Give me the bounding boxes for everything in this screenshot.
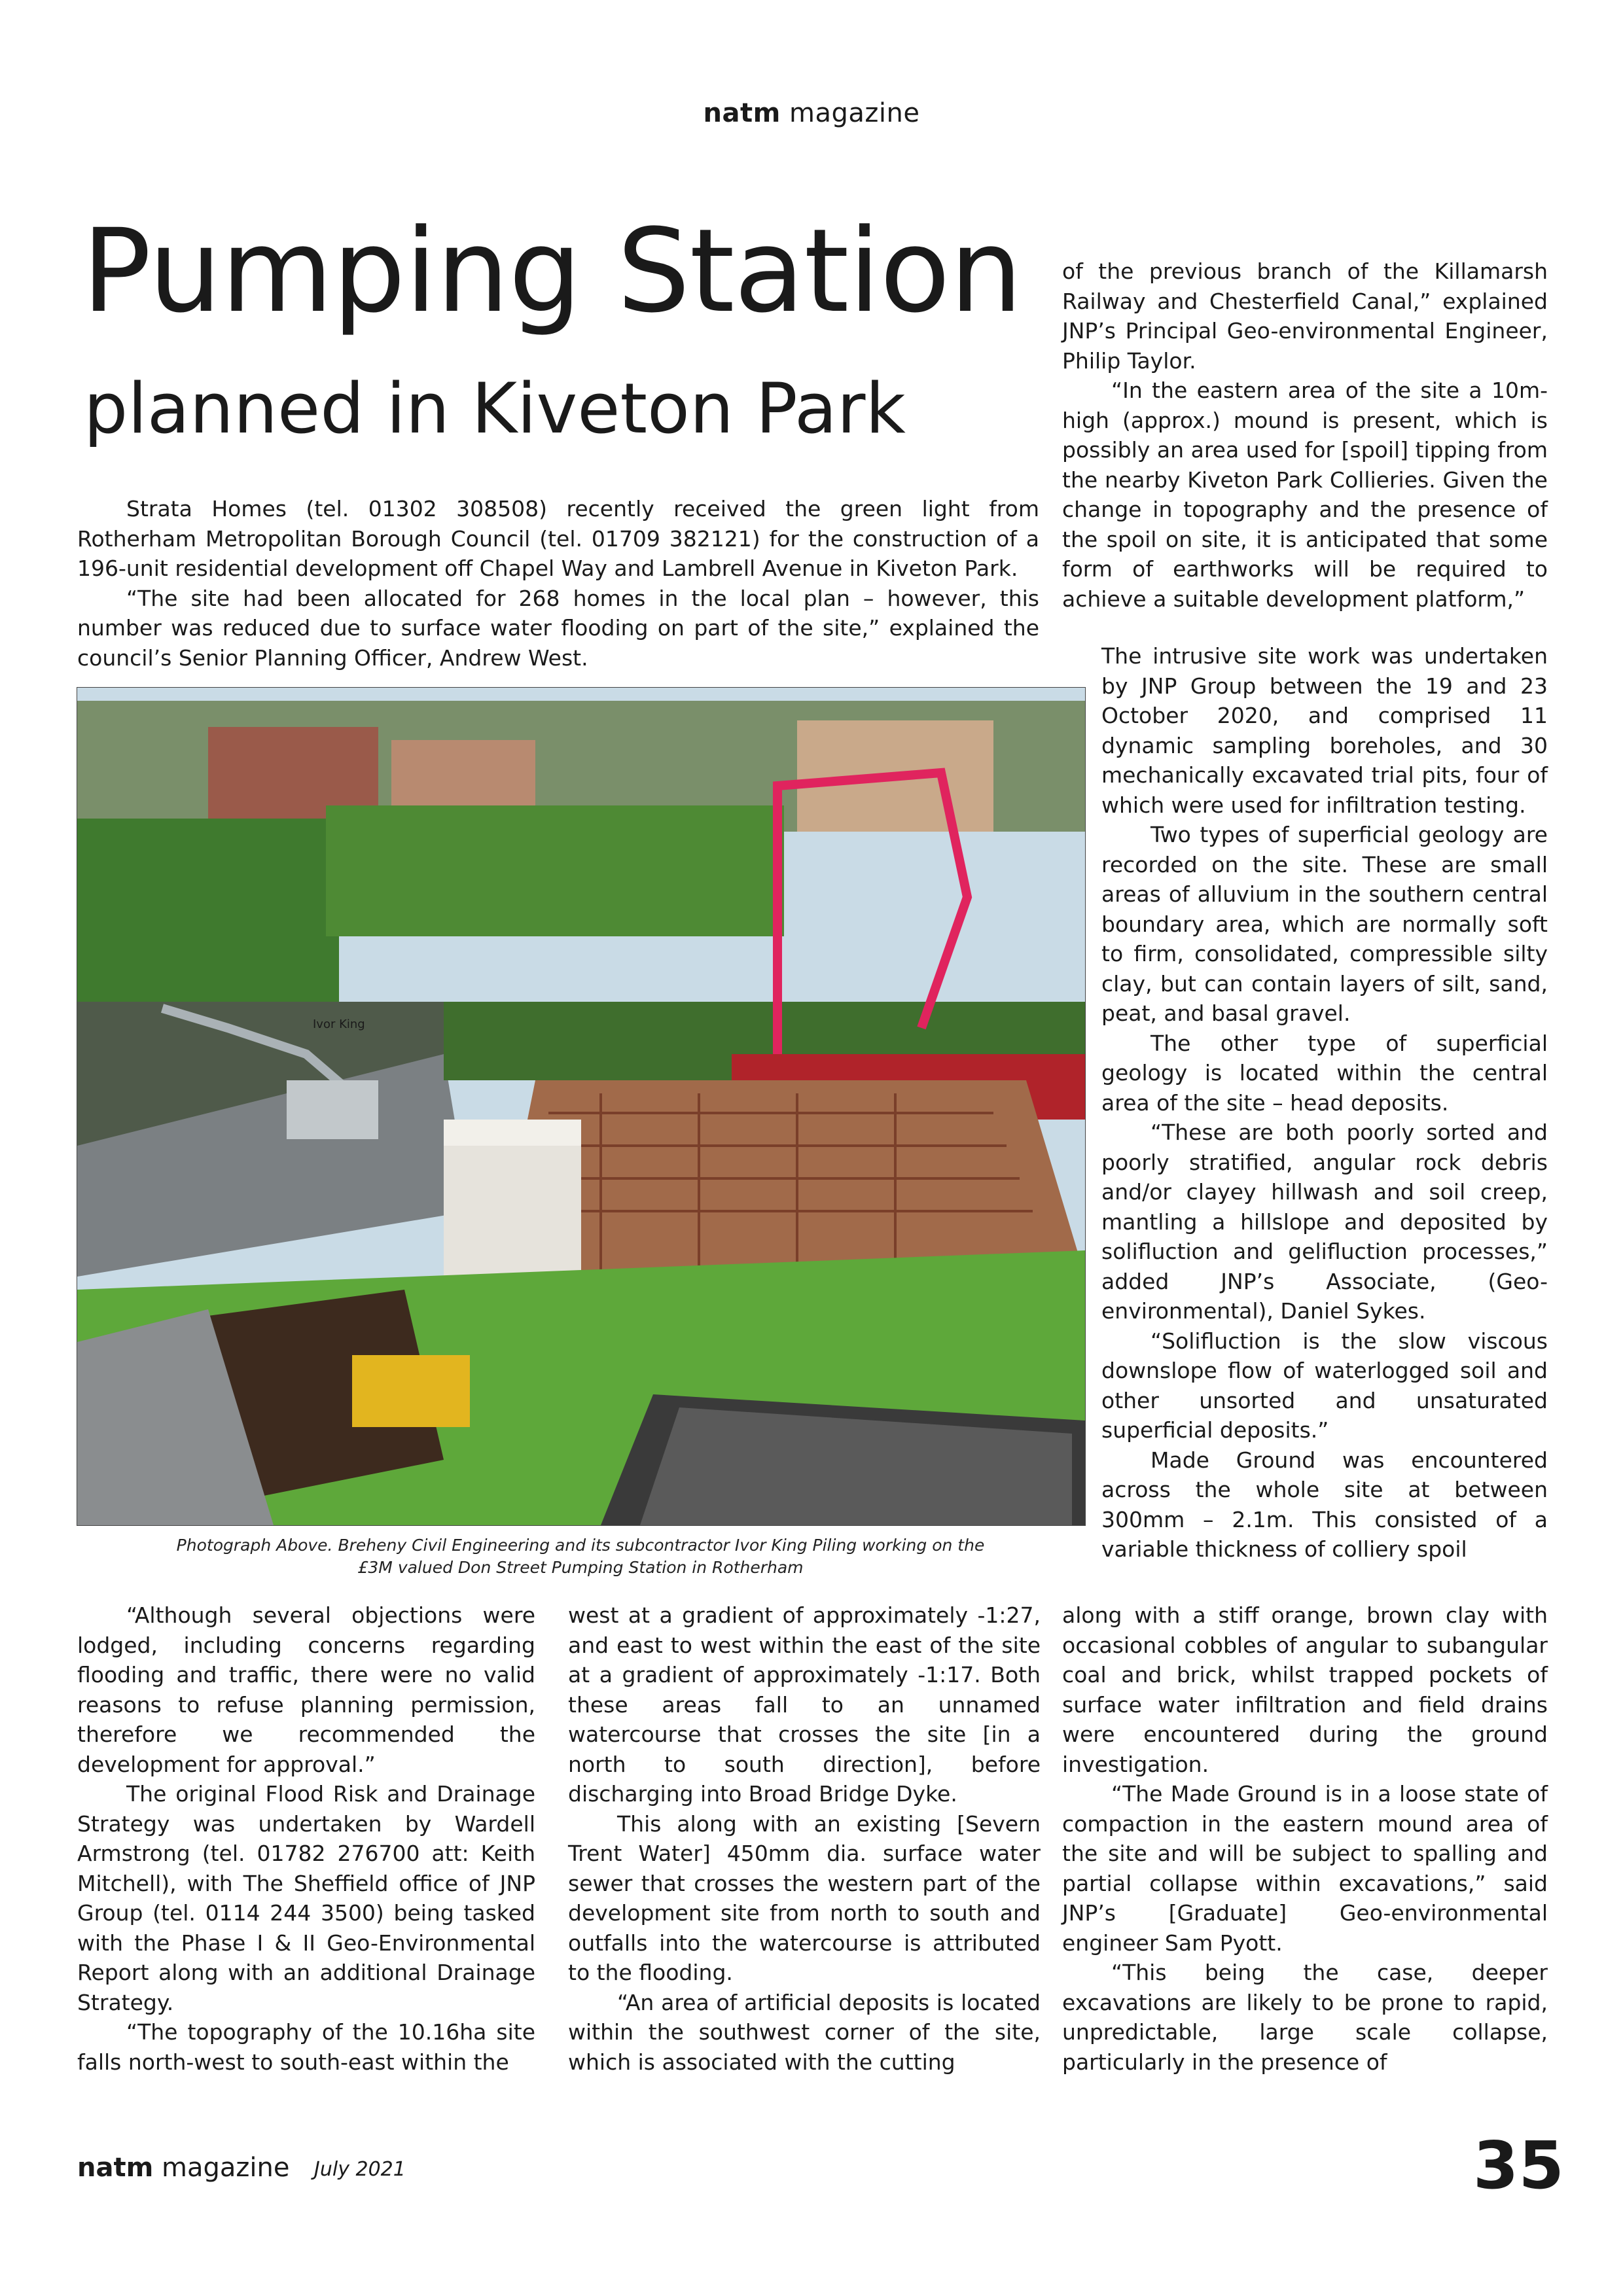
body-paragraph: west at a gradient of approximately -1:27, and east to west within the east of the site at a gradient of approximately -1:17. Both these areas fall to an unnamed watercourse that crosses the site [in a north to south direction], before discharging into Broad Bridge Dyke. xyxy=(568,1602,1041,1807)
header-brand-rest: magazine xyxy=(780,98,920,128)
bottom-column-3 xyxy=(1062,1600,1548,2077)
magazine-header xyxy=(0,98,1623,128)
body-paragraph: This along with an existing [Severn Trent Water] 450mm dia. surface water sewer that crosses the western part of the development site from north to south and outfalls into the watercourse is attributed to the flooding. xyxy=(568,1810,1041,1985)
right-paragraph: Made Ground was encountered across the whole site at between 300mm – 2.1m. This consisted of a variable thickness of colliery spoil xyxy=(1101,1447,1548,1562)
right-paragraph: “Solifluction is the slow viscous downslope flow of waterlogged soil and other unsorted and unsaturated superficial deposits.” xyxy=(1101,1328,1548,1443)
right-paragraph: The other type of superficial geology is located within the central area of the site – head deposits. xyxy=(1101,1030,1548,1116)
right-column-top xyxy=(1062,256,1548,614)
right-paragraph: “These are both poorly sorted and poorly stratified, angular rock debris and/or clayey hillwash and soil creep, mantling a hillslope and deposited by solifluction and gelifluction processes,” added JNP’s Associate, (Geo-environmental), Daniel Sykes. xyxy=(1101,1120,1548,1324)
bottom-column-2 xyxy=(568,1600,1041,2077)
footer-brand xyxy=(77,2153,289,2183)
photo-illustration xyxy=(77,688,1085,1525)
header-brand-bold: natm xyxy=(703,98,781,128)
right-paragraph: of the previous branch of the Killamarsh Railway and Chesterfield Canal,” explained JNP’s Principal Geo-environmental Engineer, Philip Taylor. xyxy=(1062,258,1548,374)
construction-site-photo xyxy=(77,687,1086,1526)
body-paragraph: along with a stiff orange, brown clay with occasional cobbles of angular to subangular coal and brick, whilst trapped pockets of surface water infiltration and field drains were encountered during the ground investigation. xyxy=(1062,1602,1548,1777)
photo-caption xyxy=(77,1534,1084,1579)
caption-line: £3M valued Don Street Pumping Station in Rotherham xyxy=(357,1558,804,1577)
caption-line: Photograph Above. Breheny Civil Engineering and its subcontractor Ivor King Piling working on the xyxy=(176,1536,985,1555)
right-column-middle xyxy=(1101,641,1548,1564)
intro-paragraph: “The site had been allocated for 268 homes in the local plan – however, this number was reduced due to surface water flooding on part of the site,” explained the council’s Senior Planning Officer, Andrew West. xyxy=(77,585,1039,671)
page-number: 35 xyxy=(1472,2127,1564,2204)
right-paragraph: “In the eastern area of the site a 10m-high (approx.) mound is present, which is possibly an area used for [spoil] tipping from the nearby Kiveton Park Collieries. Given the change in topography and the presence of the spoil on site, it is anticipated that some form of earthworks will be required to achieve a suitable development platform,” xyxy=(1062,378,1548,612)
right-paragraph: Two types of superficial geology are recorded on the site. These are small areas of alluvium in the southern central boundary area, which are normally soft to firm, consolidated, compressible silty clay, but can contain layers of silt, sand, peat, and basal gravel. xyxy=(1101,822,1548,1026)
article-title: Pumping Station xyxy=(82,204,1022,338)
body-paragraph: “The Made Ground is in a loose state of compaction in the eastern mound area of the site and will be subject to spalling and partial collapse within excavations,” said JNP’s [Graduate] Geo-environmental engineer Sam Pyott. xyxy=(1062,1781,1548,1956)
body-paragraph: “The topography of the 10.16ha site falls north-west to south-east within the xyxy=(77,2019,535,2075)
photo-excavator-label: Ivor King xyxy=(313,1017,365,1031)
footer-brand-rest: magazine xyxy=(153,2153,290,2183)
intro-paragraph: Strata Homes (tel. 01302 308508) recently received the green light from Rotherham Metropolitan Borough Council (tel. 01709 382121) for the construction of a 196-unit residential development off Chapel Way and Lambrell Avenue in Kiveton Park. xyxy=(77,496,1039,581)
bottom-column-1 xyxy=(77,1600,535,2077)
body-paragraph: The original Flood Risk and Drainage Strategy was undertaken by Wardell Armstrong (tel. 01782 276700 att: Keith Mitchell), with The Sheffield office of JNP Group (tel. 0114 244 3500) being tasked with the Phase I & II Geo-Environmental Report along with an additional Drainage Strategy. xyxy=(77,1781,535,2015)
footer-brand-bold: natm xyxy=(77,2153,154,2183)
issue-date: July 2021 xyxy=(314,2158,406,2181)
intro-column xyxy=(77,494,1039,673)
body-paragraph: “This being the case, deeper excavations are likely to be prone to rapid, unpredictable, large scale collapse, particularly in the presence of xyxy=(1062,1960,1548,2075)
body-paragraph: “Although several objections were lodged, including concerns regarding flooding and traffic, there were no valid reasons to refuse planning permission, therefore we recommended the development for approval.” xyxy=(77,1602,535,1777)
body-paragraph: “An area of artificial deposits is located within the southwest corner of the site, which is associated with the cutting xyxy=(568,1989,1041,2075)
article-subtitle: planned in Kiveton Park xyxy=(84,368,906,449)
right-paragraph: The intrusive site work was undertaken by JNP Group between the 19 and 23 October 2020, and comprised 11 dynamic sampling boreholes, and 30 mechanically excavated trial pits, four of which were used for infiltration testing. xyxy=(1101,643,1548,818)
